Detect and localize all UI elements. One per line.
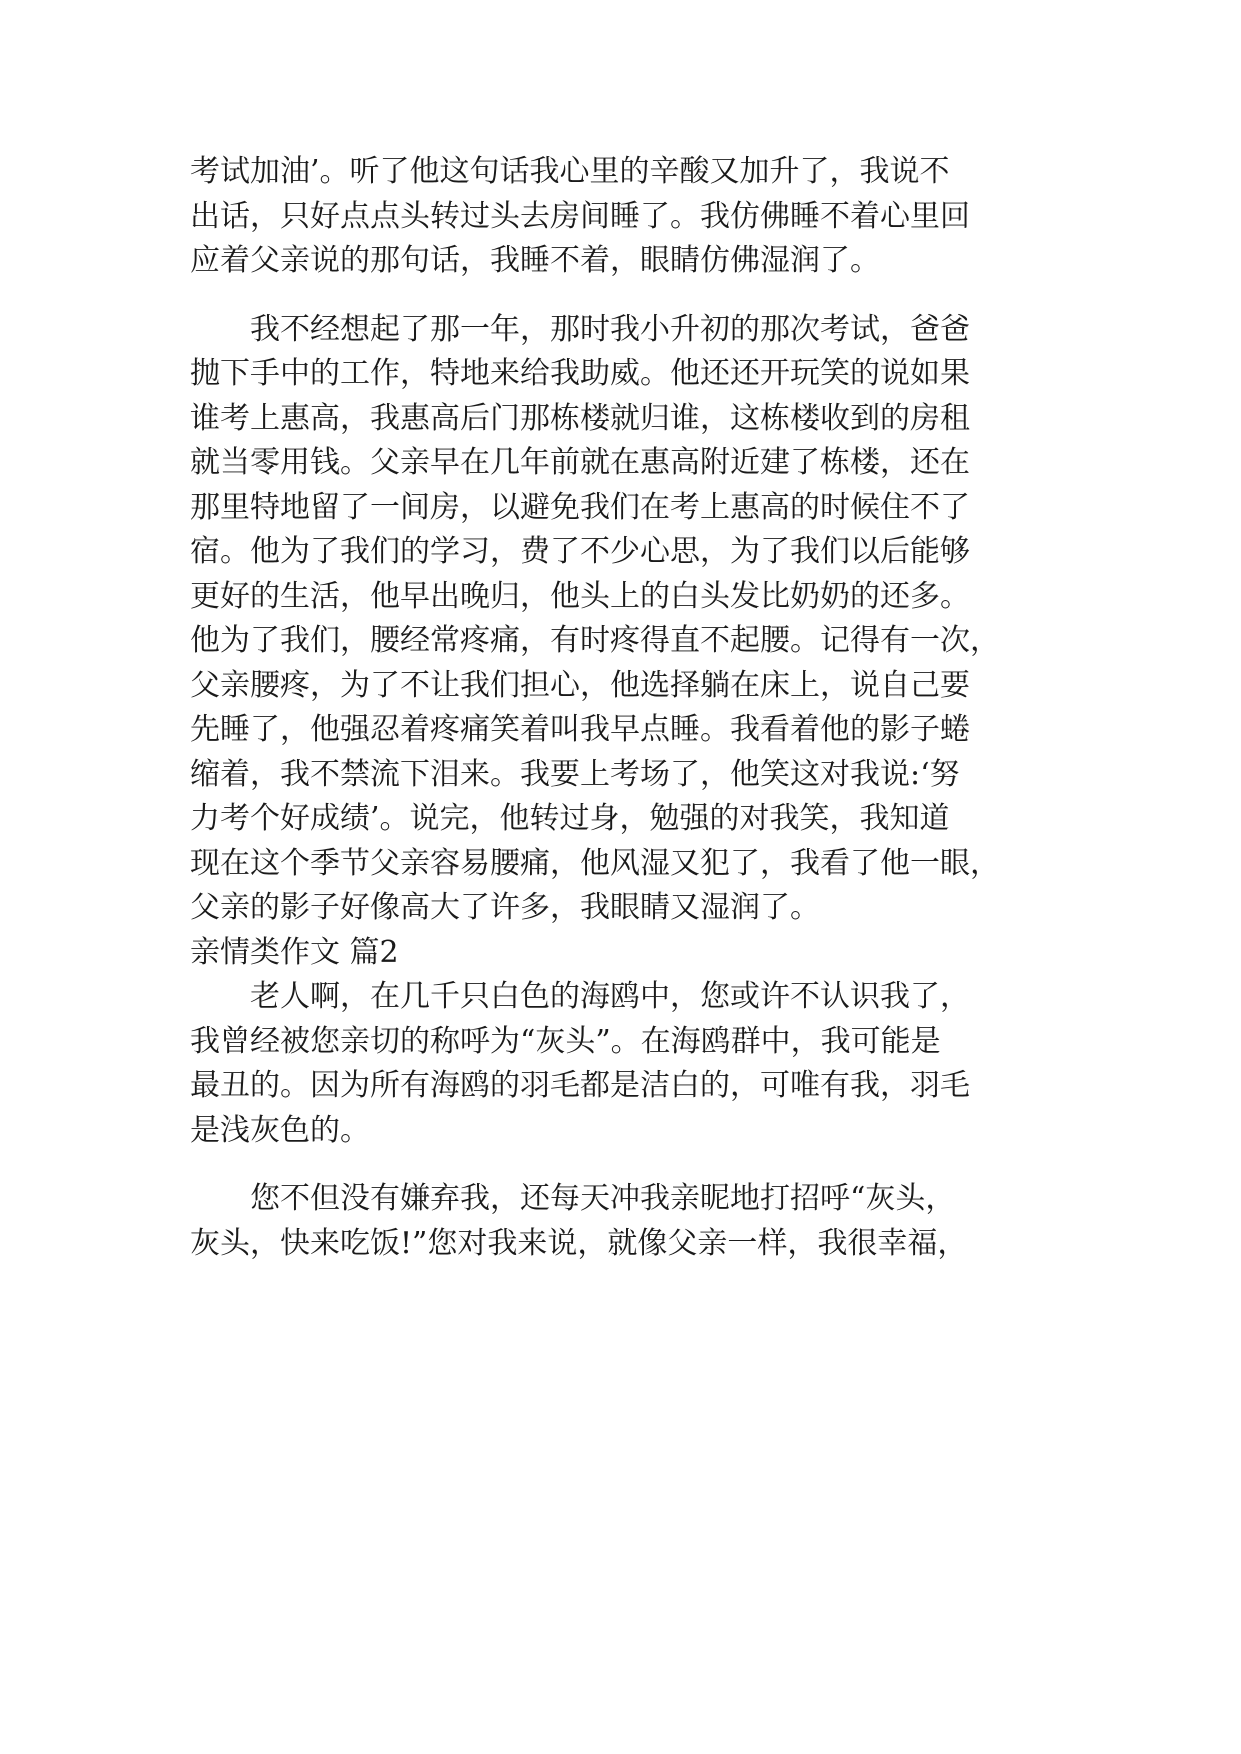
text-line: 父亲的影子好像高大了许多，我眼睛又湿润了。 xyxy=(190,890,820,925)
text-line: 老人啊，在几千只白色的海鸥中，您或许不认识我了， xyxy=(250,979,970,1014)
paragraph xyxy=(190,975,1070,1153)
text-line: 现在这个季节父亲容易腰痛，他风湿又犯了，我看了他一眼， xyxy=(190,845,1000,881)
text-line: 力考个好成绩’。说完，他转过身，勉强的对我笑，我知道 xyxy=(190,801,950,836)
text-line: 最丑的。因为所有海鸥的羽毛都是洁白的，可唯有我，羽毛 xyxy=(190,1068,970,1103)
text-line: 父亲腰疼，为了不让我们担心，他选择躺在床上，说自己要 xyxy=(190,667,970,703)
text-line: 谁考上惠高，我惠高后门那栋楼就归谁，这栋楼收到的房租 xyxy=(190,400,970,436)
paragraph-spacing xyxy=(190,1153,1070,1177)
text-line: 考试加油’。听了他这句话我心里的辛酸又加升了，我说不 xyxy=(190,154,950,189)
text-line: 抛下手中的工作，特地来给我助威。他还还开玩笑的说如果 xyxy=(190,356,970,391)
document-page xyxy=(190,150,1070,1266)
text-line: 更好的生活，他早出晚归，他头上的白头发比奶奶的还多。 xyxy=(190,578,970,614)
text-line: 灰头，快来吃饭!”您对我来说，就像父亲一样，我很幸福， xyxy=(190,1225,968,1261)
text-line: 那里特地留了一间房，以避免我们在考上惠高的时候住不了 xyxy=(190,489,970,525)
text-line: 我不经想起了那一年，那时我小升初的那次考试，爸爸 xyxy=(250,311,970,347)
text-line: 我曾经被您亲切的称呼为“灰头”。在海鸥群中，我可能是 xyxy=(190,1023,941,1059)
section-heading: 亲情类作文 篇2 xyxy=(190,934,399,970)
text-line: 就当零用钱。父亲早在几年前就在惠高附近建了栋楼，还在 xyxy=(190,445,970,480)
paragraph xyxy=(190,1177,1070,1266)
text-line: 缩着，我不禁流下泪来。我要上考场了，他笑这对我说:‘努 xyxy=(190,756,960,792)
text-line: 您不但没有嫌弃我，还每天冲我亲昵地打招呼“灰头， xyxy=(250,1181,956,1216)
text-line: 应着父亲说的那句话，我睡不着，眼睛仿佛湿润了。 xyxy=(190,243,880,278)
paragraph xyxy=(190,308,1070,931)
paragraph-spacing xyxy=(190,284,1070,308)
text-line: 宿。他为了我们的学习，费了不少心思，为了我们以后能够 xyxy=(190,534,970,569)
text-line: 先睡了，他强忍着疼痛笑着叫我早点睡。我看着他的影子蜷 xyxy=(190,712,970,747)
text-line: 出话，只好点点头转过头去房间睡了。我仿佛睡不着心里回 xyxy=(190,198,970,234)
paragraph xyxy=(190,150,1070,284)
text-line: 他为了我们，腰经常疼痛，有时疼得直不起腰。记得有一次， xyxy=(190,623,1000,658)
text-line: 是浅灰色的。 xyxy=(190,1112,370,1148)
